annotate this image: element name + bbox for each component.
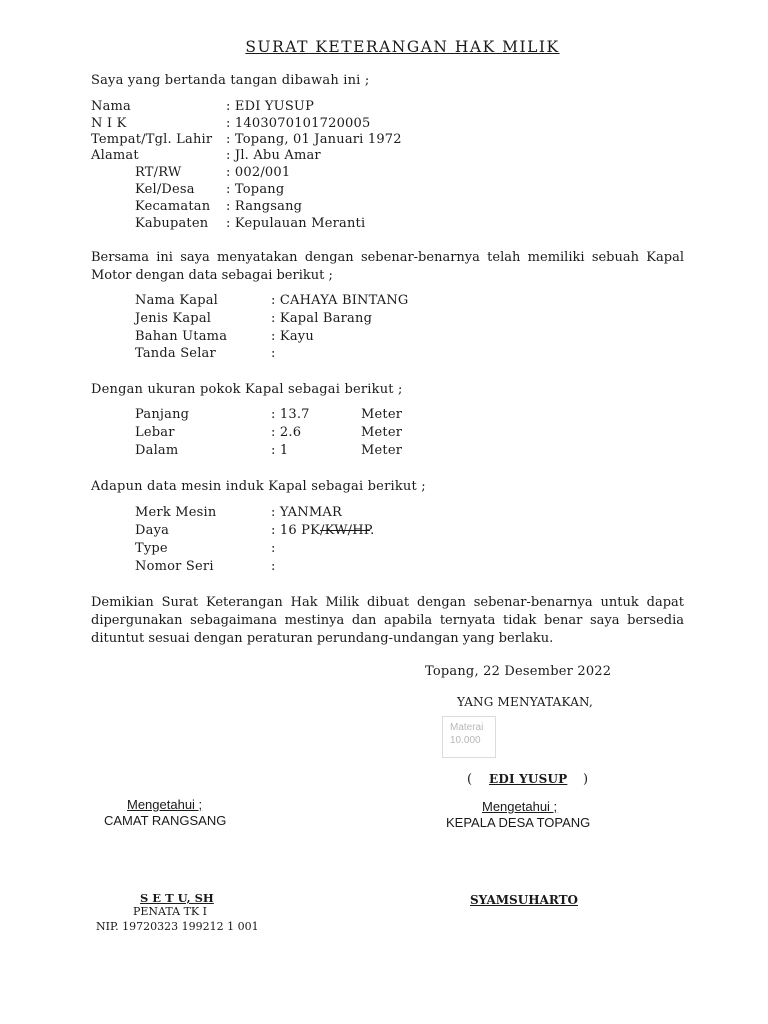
ship-value: : Kayu <box>271 329 314 344</box>
ship-value: : <box>271 346 276 361</box>
engine-power <box>271 523 374 538</box>
engine-value: : <box>271 541 276 556</box>
size-value: : 1 <box>271 443 289 458</box>
identity-label: RT/RW <box>135 165 182 180</box>
right-office: KEPALA DESA TOPANG <box>446 815 591 830</box>
size-value: : 13.7 <box>271 407 310 422</box>
engine-label: Merk Mesin <box>135 505 217 520</box>
ship-label: Bahan Utama <box>135 329 228 344</box>
declarer-heading: YANG MENYATAKAN, <box>457 695 594 709</box>
size-unit: Meter <box>361 443 403 458</box>
identity-label: Alamat <box>91 148 139 163</box>
engine-value: : YANMAR <box>271 505 342 520</box>
identity-label: Nama <box>91 99 132 114</box>
identity-value: : Jl. Abu Amar <box>226 148 321 163</box>
meterai-line: 10.000 <box>450 735 481 746</box>
identity-label: Kecamatan <box>135 199 211 214</box>
left-official-nip: NIP. 19720323 199212 1 001 <box>96 920 259 933</box>
declarer-name: EDI YUSUP <box>489 772 568 786</box>
meterai-line: Materai <box>450 722 484 733</box>
left-official-rank: PENATA TK I <box>133 905 207 918</box>
identity-value: : Kepulauan Meranti <box>226 216 366 231</box>
closing-paragraph: Demikian Surat Keterangan Hak Milik dibuat dengan sebenar-benarnya untuk dapat dipergunakan sebagaimana mestinya dan apabila ternyata tidak benar saya bersedia dituntut sesuai dengan peraturan perundang-undangan yang berlaku. <box>91 595 684 646</box>
size-intro: Dengan ukuran pokok Kapal sebagai berikut ; <box>91 382 403 397</box>
paren-open: ( <box>467 772 473 787</box>
right-official-name: SYAMSUHARTO <box>470 893 578 907</box>
identity-label: Kabupaten <box>135 216 209 231</box>
identity-label: Tempat/Tgl. Lahir <box>91 132 213 147</box>
left-official-name: S E T U, SH <box>140 891 214 905</box>
engine-value: : <box>271 559 276 574</box>
engine-power-end: . <box>370 523 375 538</box>
identity-value: : 002/001 <box>226 165 291 180</box>
right-known-label: Mengetahui ; <box>482 799 558 814</box>
identity-value: : Rangsang <box>226 199 303 214</box>
engine-label: Daya <box>135 523 170 538</box>
ship-label: Jenis Kapal <box>135 311 212 326</box>
size-label: Panjang <box>135 407 190 422</box>
identity-value: : Topang <box>226 182 285 197</box>
identity-value: : Topang, 01 Januari 1972 <box>226 132 402 147</box>
engine-label: Type <box>135 541 168 556</box>
engine-intro: Adapun data mesin induk Kapal sebagai berikut ; <box>91 479 426 494</box>
size-label: Lebar <box>135 425 175 440</box>
left-office: CAMAT RANGSANG <box>104 813 227 828</box>
document-title: SURAT KETERANGAN HAK MILIK <box>245 38 560 56</box>
ship-label: Tanda Selar <box>135 346 216 361</box>
left-known-label: Mengetahui ; <box>127 797 203 812</box>
statement-paragraph: Bersama ini saya menyatakan dengan sebenar-benarnya telah memiliki sebuah Kapal Motor dengan data sebagai berikut ; <box>91 250 684 283</box>
identity-value: : 1403070101720005 <box>226 116 371 131</box>
ship-label: Nama Kapal <box>135 293 219 308</box>
engine-label: Nomor Seri <box>135 559 214 574</box>
paren-close: ) <box>583 772 589 787</box>
engine-power-value: : 16 PK <box>271 523 321 538</box>
ship-value: : CAHAYA BINTANG <box>271 293 409 308</box>
size-unit: Meter <box>361 425 403 440</box>
identity-value: : EDI YUSUP <box>226 99 315 114</box>
size-value: : 2.6 <box>271 425 302 440</box>
identity-label: N I K <box>91 116 127 131</box>
intro-text: Saya yang bertanda tangan dibawah ini ; <box>91 73 370 88</box>
identity-label: Kel/Desa <box>135 182 195 197</box>
engine-power-struck-unit: /KW/HP <box>320 523 371 538</box>
place-date: Topang, 22 Desember 2022 <box>425 664 612 679</box>
meterai-stamp <box>442 716 496 758</box>
ship-value: : Kapal Barang <box>271 311 373 326</box>
size-unit: Meter <box>361 407 403 422</box>
size-label: Dalam <box>135 443 179 458</box>
